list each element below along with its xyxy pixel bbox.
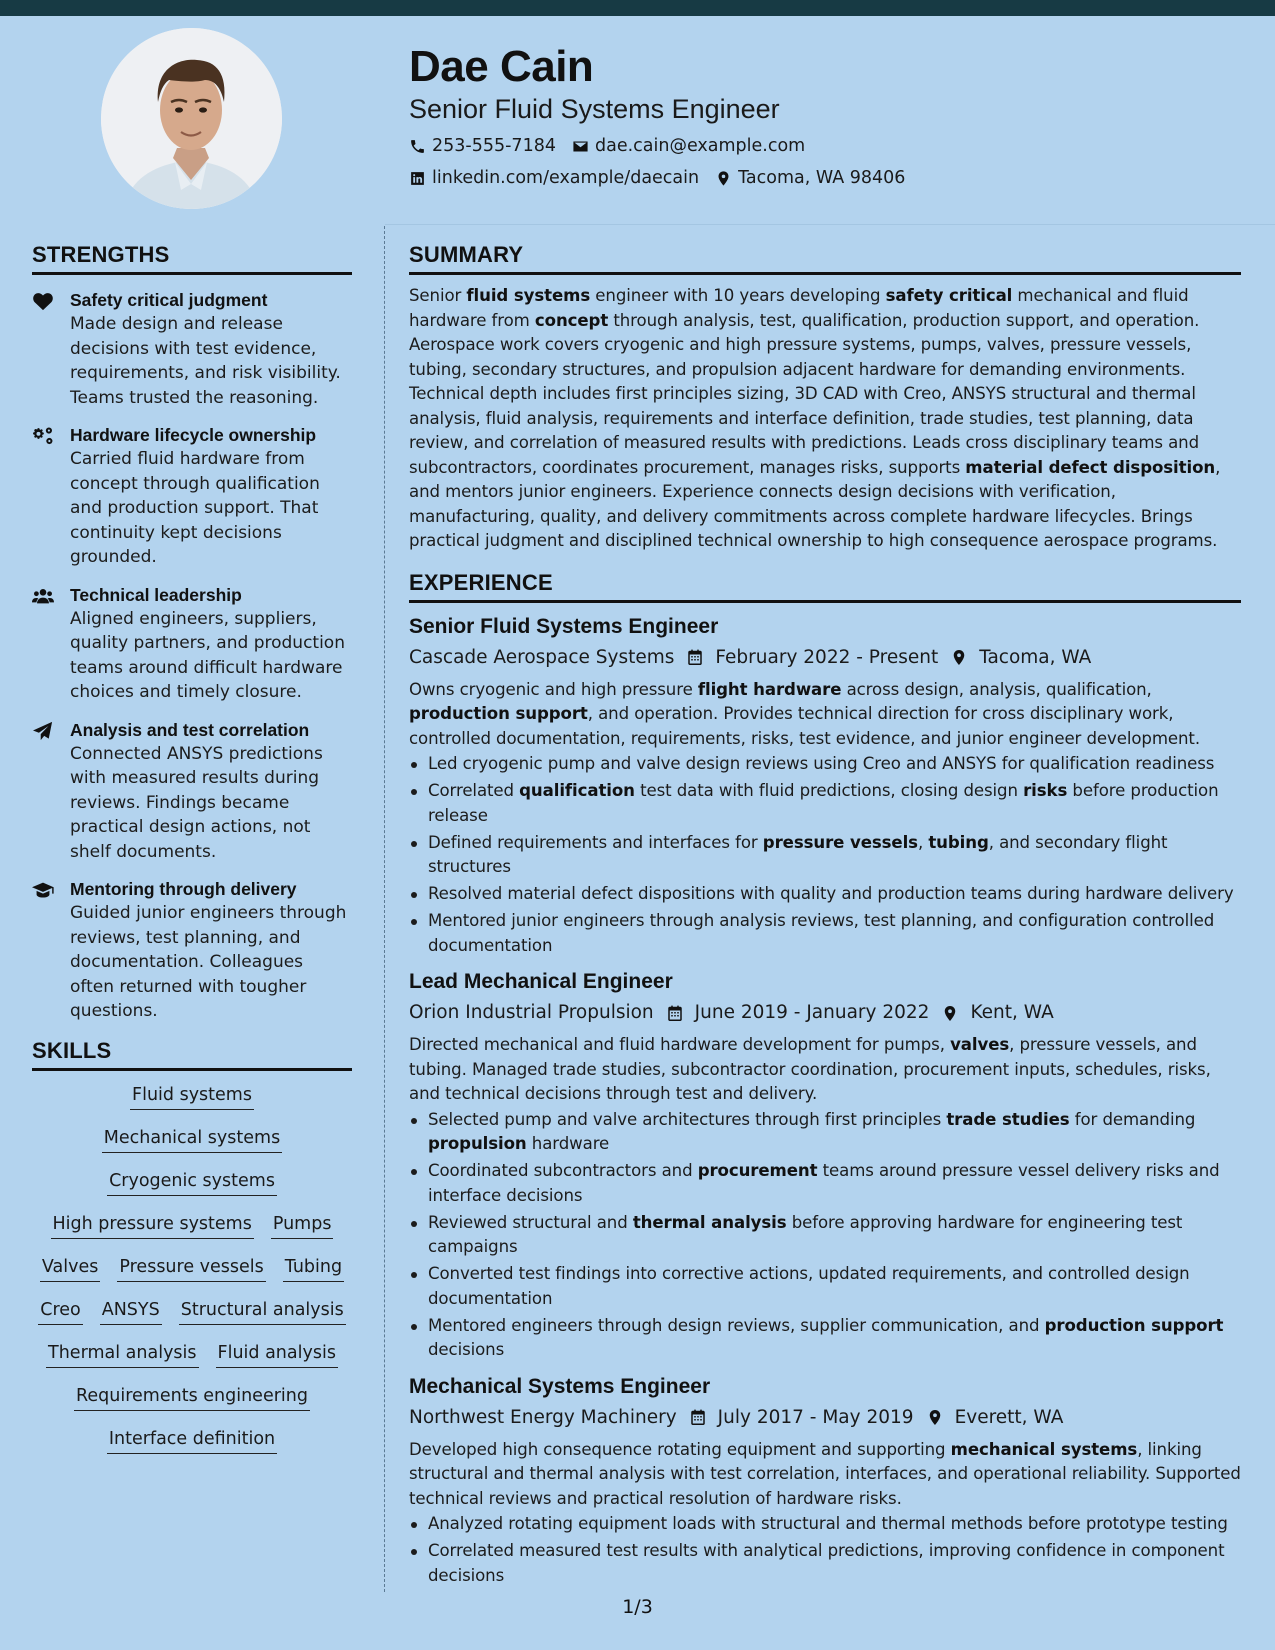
job-location	[926, 1403, 1064, 1433]
job-location	[950, 643, 1091, 673]
job-meta	[409, 643, 1241, 673]
calendar-icon	[689, 1408, 707, 1427]
candidate-name: Dae Cain	[409, 42, 594, 91]
emphasis-text: fluid systems	[466, 286, 591, 305]
contact-email[interactable]	[572, 136, 805, 156]
left-column	[32, 242, 352, 1454]
skill-tag: Requirements engineering	[74, 1384, 310, 1411]
summary-text: Senior fluid systems engineer with 10 years developing safety critical mechanical and fluid hardware from concept through analysis, test, qualification, production support, and operation. Aerospace work covers cryogenic and high pressure systems, pumps, valves, pressure vessels, tubing, secondary structures, and propulsion adjacent hardware for demanding environments. Technical depth includes first principles sizing, 3D CAD with Creo, ANSYS structural and thermal analysis, fluid analysis, requirements and interface definition, trade studies, test planning, data review, and correlation of measured results with predictions. Leads cross disciplinary teams and subcontractors, coordinates procurement, manages risks, supports material defect disposition, and mentors junior engineers. Experience connects design decisions with verification, manufacturing, quality, and delivery commitments across complete hardware lifecycles. Brings practical judgment and disciplined technical ownership to high consequence aerospace programs.	[409, 286, 1221, 550]
emphasis-text: trade studies	[946, 1109, 1070, 1129]
strength-item	[32, 877, 352, 1024]
job-bullets	[409, 752, 1241, 958]
experience-heading: EXPERIENCE	[409, 570, 1241, 603]
bullet-item: Mentored engineers through design reviews, supplier communication, and production support decisions	[409, 1314, 1241, 1363]
contact-phone[interactable]	[409, 136, 556, 156]
job-title: Senior Fluid Systems Engineer	[409, 614, 719, 638]
linkedin-icon	[409, 170, 426, 187]
top-accent-bar	[0, 0, 1275, 16]
job-dates	[689, 1403, 914, 1433]
emphasis-text: tubing	[928, 832, 989, 852]
skill-tag: Fluid analysis	[216, 1341, 338, 1368]
strength-description: Guided junior engineers through reviews, test planning, and documentation. Colleagues often returned with tougher questions.	[70, 903, 347, 1021]
users-icon	[32, 586, 54, 606]
map-pin-icon	[926, 1408, 944, 1427]
strengths-list	[32, 288, 352, 1024]
emphasis-text: concept	[534, 310, 609, 330]
gears-icon	[32, 426, 54, 446]
job-bullets	[409, 1108, 1241, 1363]
skill-tag: High pressure systems	[51, 1212, 254, 1239]
dates-text: July 2017 - May 2019	[717, 1406, 914, 1428]
emphasis-text: propulsion	[428, 1134, 527, 1153]
bullet-item: Mentored junior engineers through analysis reviews, test planning, and configuration controlled documentation	[409, 909, 1241, 958]
calendar-icon	[686, 648, 704, 667]
calendar-icon	[666, 1004, 684, 1023]
right-column	[409, 242, 1241, 1591]
emphasis-text: material defect disposition	[965, 457, 1216, 477]
job-bullets	[409, 1512, 1241, 1588]
skills-heading: SKILLS	[32, 1038, 352, 1071]
strengths-heading: STRENGTHS	[32, 242, 352, 275]
map-pin-icon	[941, 1004, 959, 1023]
experience-list	[409, 613, 1241, 1589]
heart-icon	[32, 291, 54, 311]
emphasis-text: mechanical systems	[950, 1439, 1138, 1459]
paper-plane-icon	[32, 721, 54, 741]
bullet-item: Coordinated subcontractors and procurement teams around pressure vessel delivery risks and interface decisions	[409, 1159, 1241, 1208]
skills-list	[32, 1083, 352, 1454]
header-divider	[385, 224, 1275, 225]
linkedin-url: linkedin.com/example/daecain	[432, 168, 700, 188]
strength-description: Connected ANSYS predictions with measured results during reviews. Findings became practical design actions, not shelf documents.	[70, 743, 323, 862]
strength-item	[32, 288, 352, 410]
skill-tag: Tubing	[283, 1255, 344, 1282]
person-portrait-icon	[101, 28, 282, 209]
emphasis-text: production support	[409, 704, 588, 723]
skill-tag: Creo	[38, 1298, 83, 1325]
job-description: Developed high consequence rotating equipment and supporting mechanical systems, linking structural and thermal analysis with test correlation, interfaces, and operational reliability. Supported technical reviews and practical resolution of hardware risks.	[409, 1439, 1241, 1508]
job-dates	[686, 643, 938, 673]
skill-tag: Thermal analysis	[46, 1341, 199, 1368]
contact-row-primary	[409, 136, 805, 156]
emphasis-text: safety critical	[885, 286, 1013, 305]
skill-tag: Structural analysis	[179, 1298, 346, 1325]
skill-tag: Mechanical systems	[102, 1126, 282, 1153]
summary-heading: SUMMARY	[409, 242, 1241, 275]
job-entry	[409, 1373, 1241, 1589]
bullet-item: Converted test findings into corrective actions, updated requirements, and controlled design documentation	[409, 1262, 1241, 1311]
strength-description: Carried fluid hardware from concept through qualification and production support. That continuity kept decisions grounded.	[70, 449, 320, 567]
bullet-item: Resolved material defect dispositions with quality and production teams during hardware delivery	[409, 882, 1241, 907]
strength-description: Aligned engineers, suppliers, quality partners, and production teams around difficult hardware choices and timely closure.	[70, 608, 345, 702]
job-meta	[409, 998, 1241, 1028]
job-entry	[409, 613, 1241, 959]
strength-title: Technical leadership	[70, 584, 242, 605]
strength-item	[32, 423, 352, 570]
email-address: dae.cain@example.com	[594, 136, 806, 156]
job-title: Mechanical Systems Engineer	[409, 1374, 711, 1398]
page-number: 1/3	[622, 1596, 653, 1618]
dates-text: June 2019 - January 2022	[694, 1002, 930, 1023]
emphasis-text: risks	[1023, 781, 1068, 800]
job-description: Owns cryogenic and high pressure flight hardware across design, analysis, qualification, production support, and operation. Provides technical direction for cross disciplinary work, controlled documentation, requirements, risks, test evidence, and junior engineer development.	[409, 679, 1200, 748]
contact-row-secondary	[409, 168, 905, 188]
emphasis-text: production support	[1044, 1315, 1224, 1335]
company-name: Orion Industrial Propulsion	[409, 1002, 654, 1023]
envelope-icon	[572, 138, 589, 155]
emphasis-text: thermal analysis	[632, 1212, 787, 1232]
company-name: Northwest Energy Machinery	[409, 1406, 677, 1428]
strength-item	[32, 718, 352, 865]
skill-tag: Interface definition	[107, 1427, 277, 1454]
map-pin-icon	[950, 648, 968, 667]
location-text: Everett, WA	[954, 1406, 1064, 1428]
job-meta	[409, 1403, 1241, 1433]
emphasis-text: procurement	[697, 1161, 818, 1180]
graduation-cap-icon	[32, 880, 54, 900]
emphasis-text: flight hardware	[697, 679, 842, 699]
contact-linkedin[interactable]	[409, 168, 699, 188]
location-text: Tacoma, WA 98406	[738, 168, 906, 188]
job-title: Lead Mechanical Engineer	[409, 970, 673, 993]
dates-text: February 2022 - Present	[715, 646, 939, 668]
bullet-item: Analyzed rotating equipment loads with structural and thermal methods before prototype testing	[409, 1512, 1241, 1537]
bullet-item: Led cryogenic pump and valve design reviews using Creo and ANSYS for qualification readiness	[409, 752, 1241, 777]
emphasis-text: qualification	[519, 781, 635, 800]
job-description: Directed mechanical and fluid hardware development for pumps, valves, pressure vessels, and tubing. Managed trade studies, subcontractor coordination, procurement inputs, schedules, risks, and technical decisions through test and delivery.	[409, 1035, 1211, 1103]
bullet-item: Reviewed structural and thermal analysis before approving hardware for engineering test campaigns	[409, 1211, 1241, 1260]
strength-title: Analysis and test correlation	[70, 719, 310, 740]
strength-title: Mentoring through delivery	[70, 879, 297, 899]
phone-icon	[409, 138, 426, 155]
emphasis-text: valves	[950, 1035, 1010, 1054]
candidate-title: Senior Fluid Systems Engineer	[409, 94, 780, 124]
strength-title: Hardware lifecycle ownership	[70, 425, 317, 445]
location-text: Tacoma, WA	[979, 646, 1092, 668]
column-divider	[384, 226, 385, 1592]
emphasis-text: pressure vessels	[762, 832, 918, 852]
bullet-item: Defined requirements and interfaces for pressure vessels, tubing, and secondary flight structures	[409, 831, 1241, 880]
strength-description: Made design and release decisions with test evidence, requirements, and risk visibility. Teams trusted the reasoning.	[70, 314, 341, 408]
strength-title: Safety critical judgment	[70, 290, 268, 310]
company-name: Cascade Aerospace Systems	[409, 646, 675, 668]
profile-photo	[101, 28, 282, 209]
location-text: Kent, WA	[970, 1002, 1054, 1023]
strength-item	[32, 583, 352, 705]
job-location	[941, 998, 1053, 1028]
bullet-item: Correlated qualification test data with fluid predictions, closing design risks before production release	[409, 779, 1241, 828]
skill-tag: Cryogenic systems	[107, 1169, 277, 1196]
map-pin-icon	[715, 170, 732, 187]
skill-tag: Fluid systems	[130, 1083, 254, 1110]
contact-location	[715, 168, 905, 188]
job-dates	[666, 998, 930, 1028]
skill-tag: Pressure vessels	[117, 1255, 265, 1282]
bullet-item: Selected pump and valve architectures through first principles trade studies for demanding propulsion hardware	[409, 1108, 1241, 1157]
bullet-item: Correlated measured test results with analytical predictions, improving confidence in component decisions	[409, 1539, 1241, 1588]
skill-tag: ANSYS	[100, 1298, 162, 1325]
skill-tag: Pumps	[271, 1212, 334, 1239]
job-entry	[409, 968, 1241, 1363]
phone-number: 253-555-7184	[432, 136, 556, 156]
skill-tag: Valves	[40, 1255, 100, 1282]
